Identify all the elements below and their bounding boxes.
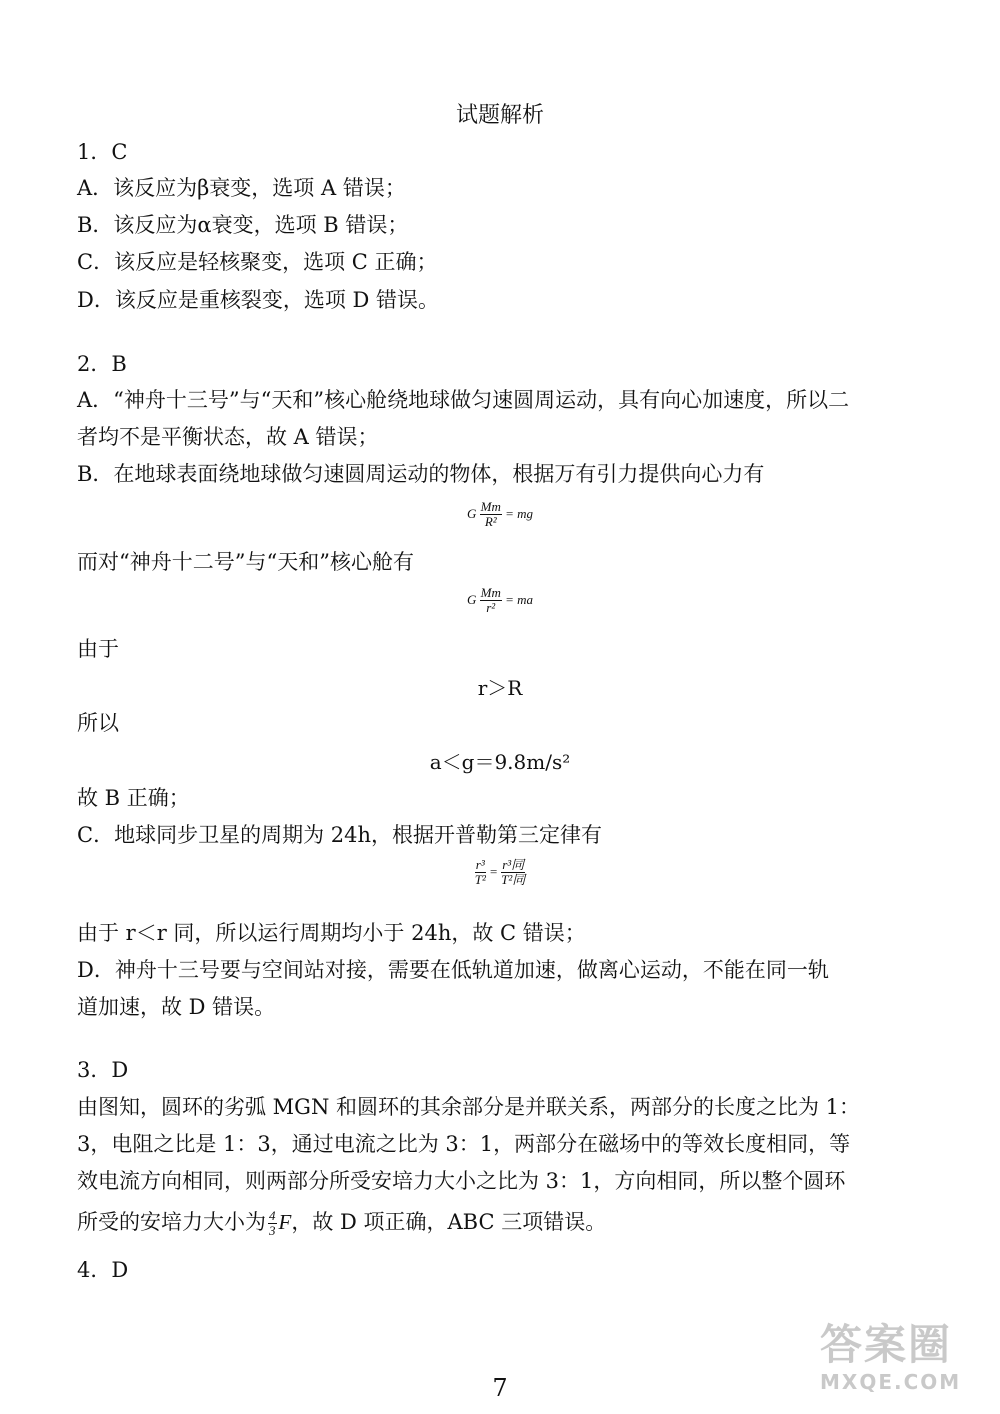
equation-a-less-g: a＜g＝9.8m/s²	[429, 750, 571, 774]
q2-c-line1: C．地球同步卫星的周期为 24h，根据开普勒第三定律有	[77, 823, 602, 847]
q1-option-c: C．该反应是轻核聚变，选项 C 正确；	[77, 250, 438, 274]
equation-r-greater-R: r＞R	[477, 676, 523, 700]
q2-a-line2: 者均不是平衡状态，故 A 错误；	[77, 425, 379, 449]
q2-b-line2: 而对“神舟十二号”与“天和”核心舱有	[77, 550, 414, 574]
watermark	[820, 1320, 990, 1410]
q3-answer: 3．D	[77, 1058, 129, 1082]
q3-line4: 所受的安培力大小为 $\frac{4}{3}$ F，故 D 项正确，ABC 三项错误。	[77, 1207, 607, 1238]
q2-b-line3: 由于	[77, 637, 119, 661]
q3-line3: 效电流方向相同，则两部分所受安培力大小之比为 3：1，方向相同，所以整个圆环	[77, 1169, 846, 1193]
q1-option-a: A．该反应为β衰变，选项 A 错误；	[77, 176, 406, 200]
q2-answer: 2．B	[77, 352, 127, 376]
equation-gravity-surface: G $\frac{Mm}{\text{R²}}$ = mg	[466, 499, 534, 530]
q3-line1: 由图知，圆环的劣弧 MGN 和圆环的其余部分是并联关系，两部分的长度之比为 1：	[77, 1095, 861, 1119]
q2-a-line1: A．“神舟十三号”与“天和”核心舱绕地球做匀速圆周运动，具有向心加速度，所以二	[77, 388, 850, 412]
watermark-url: MXQE.COM	[820, 1370, 962, 1394]
q2-b-line5: 故 B 正确；	[77, 786, 190, 810]
q1-answer: 1．C	[77, 140, 128, 164]
q2-c-line2: 由于 r＜r 同，所以运行周期均小于 24h，故 C 错误；	[77, 921, 586, 945]
q2-b-line4: 所以	[77, 711, 119, 735]
q2-d-line2: 道加速，故 D 错误。	[77, 995, 276, 1019]
q1-option-b: B．该反应为α衰变，选项 B 错误；	[77, 213, 409, 237]
q2-b-line1: B．在地球表面绕地球做匀速圆周运动的物体，根据万有引力提供向心力有	[77, 462, 765, 486]
watermark-logo-text: 答案圈	[820, 1320, 953, 1369]
q4-answer: 4．D	[77, 1258, 129, 1282]
q3-line2: 3，电阻之比是 1：3，通过电流之比为 3：1，两部分在磁场中的等效长度相同，等	[77, 1132, 851, 1156]
page-number: 7	[492, 1374, 508, 1402]
page-title: 试题解析	[455, 103, 544, 128]
q2-d-line1: D．神舟十三号要与空间站对接，需要在低轨道加速，做离心运动，不能在同一轨	[77, 958, 829, 982]
equation-gravity-orbit: G $\frac{Mm}{\text{r²}}$ = ma	[466, 585, 534, 616]
equation-kepler-third-law: $\frac{\text{r³}}{\text{T²}}$ = $\frac{\text{r³同}}{\text{T²同}}$	[474, 857, 526, 888]
q1-option-d: D．该反应是重核裂变，选项 D 错误。	[77, 288, 440, 312]
